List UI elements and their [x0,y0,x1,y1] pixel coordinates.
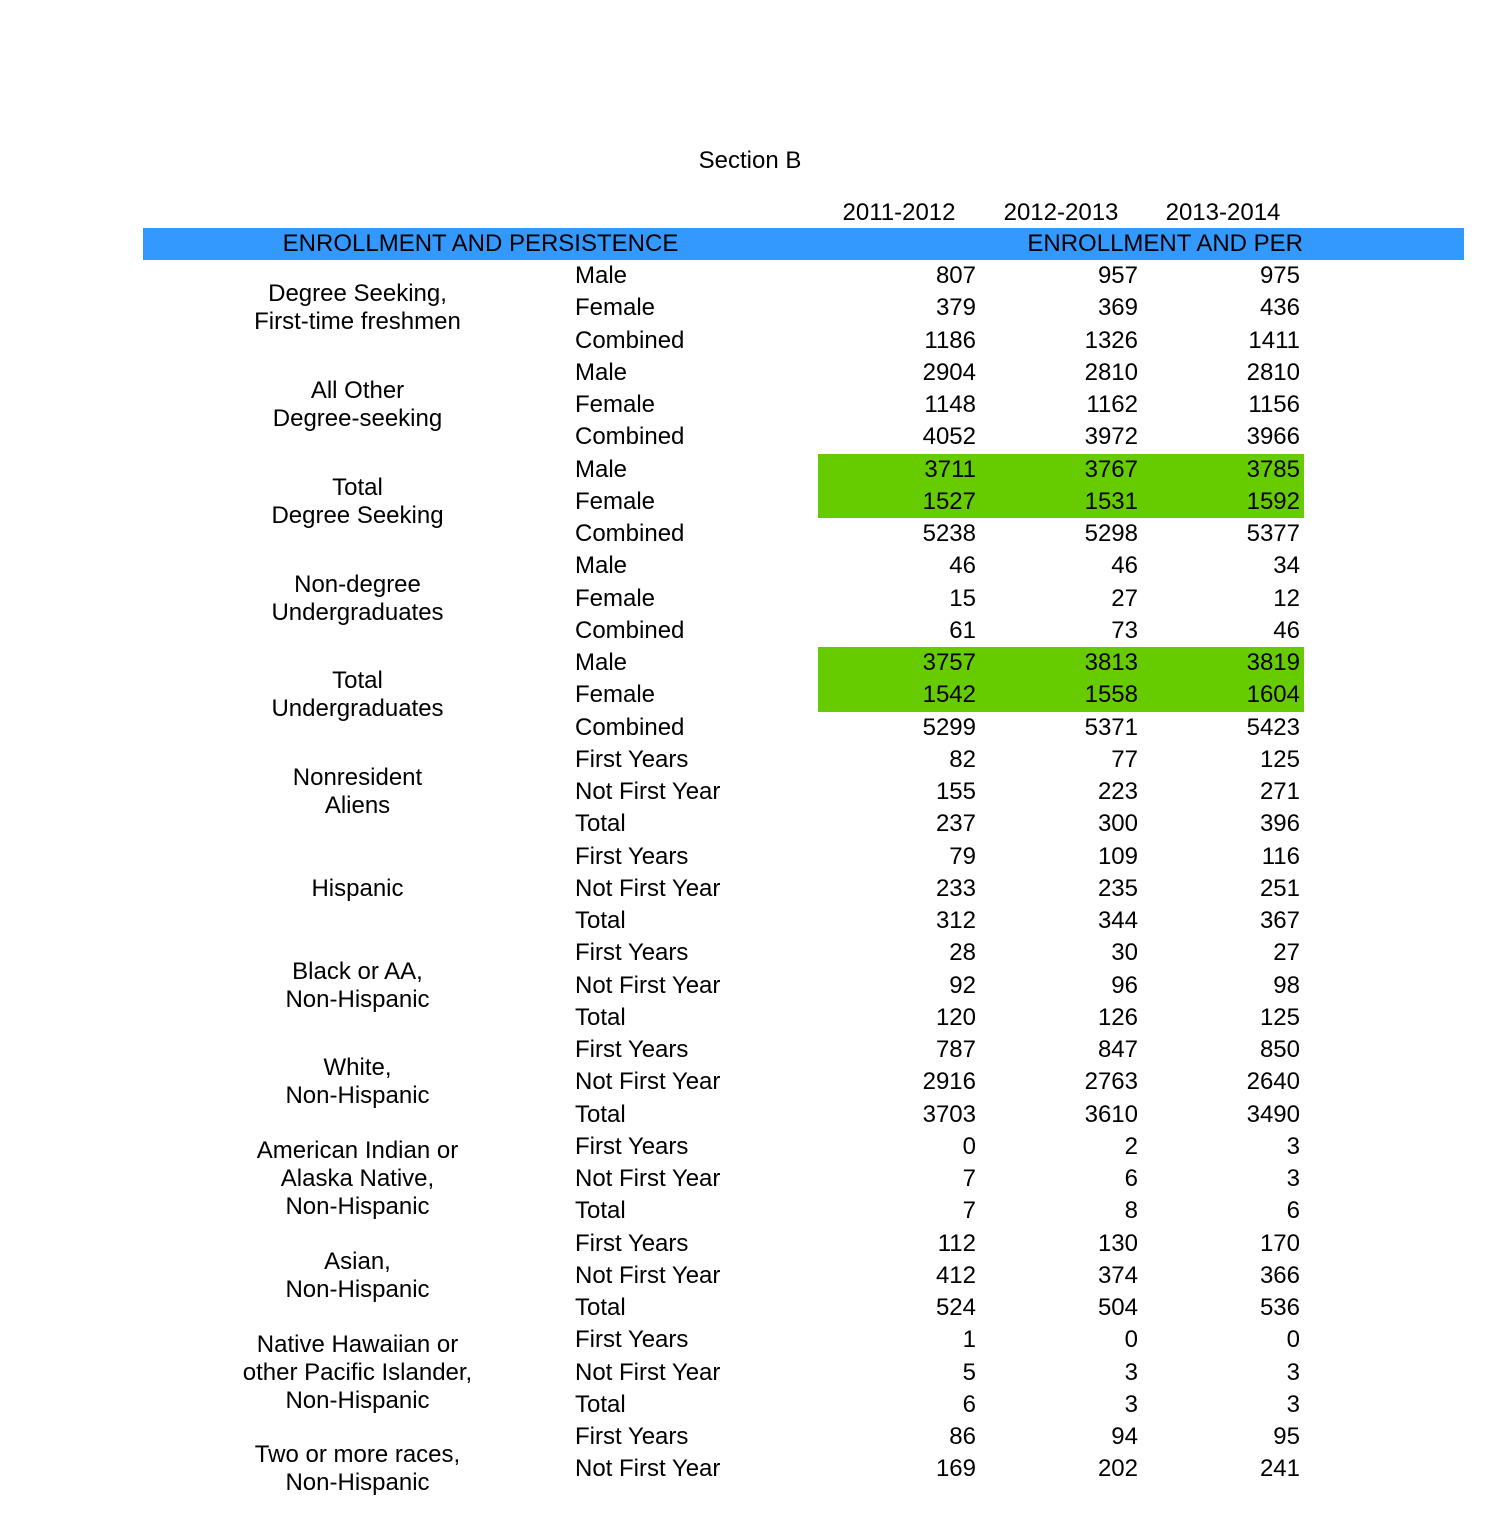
value-cell: 0 [1124,1326,1138,1354]
row-label: First Years [575,1423,689,1450]
value-cell: 369 [1097,294,1138,322]
table-row [0,1228,1500,1260]
row-label: First Years [575,1326,689,1354]
value-cell: 237 [935,810,976,838]
value-cell: 79 [949,842,976,870]
value-cell: 2904 [922,358,976,386]
value-cell: 2916 [922,1068,976,1096]
row-label: Female [575,294,656,322]
table-row-group [0,454,1500,551]
row-label: Female [575,681,656,709]
value-cell: 3 [1124,1358,1138,1386]
table-row [0,873,1500,905]
value-cell: 235 [1097,874,1138,902]
group-label-line: Non-Hispanic [285,1469,430,1497]
table-row [0,776,1500,808]
value-cell: 3 [1124,1390,1138,1418]
group-label-line: Non-Hispanic [285,1275,430,1303]
value-cell: 5371 [1084,713,1138,741]
row-label: Combined [575,713,685,741]
value-cell: 5299 [922,713,976,741]
table-row [0,583,1500,615]
value-cell: 2810 [1084,358,1138,386]
row-label: Not First Year [575,778,721,805]
value-cell: 155 [935,778,976,805]
group-label-line: Non-Hispanic [285,1193,430,1221]
table-row [0,1034,1500,1066]
group-label-line: other Pacific Islander, [242,1358,473,1386]
table-row [0,325,1500,357]
row-label: First Years [575,842,689,870]
value-cell: 169 [935,1455,976,1483]
group-label-line: Non-Hispanic [285,985,430,1013]
table-row [0,712,1500,744]
value-cell: 112 [937,1229,976,1257]
table-row [0,421,1500,453]
group-label-line: Total [332,473,383,501]
table-row-group [0,1421,1500,1518]
table-row-group [0,357,1500,454]
value-cell: 1531 [980,486,1142,518]
value-cell: 5423 [1246,713,1300,741]
value-cell: 2810 [1246,358,1300,386]
row-label: Total [575,1100,626,1128]
value-cell: 30 [1111,939,1138,967]
group-label-line: Non-degree [294,570,421,598]
value-cell: 251 [1259,874,1300,902]
table-row [0,1357,1500,1389]
row-label: Male [575,262,628,289]
value-cell: 2 [1124,1132,1138,1160]
group-label-line: Undergraduates [271,598,444,626]
table-row [0,1195,1500,1227]
value-cell: 1592 [1142,486,1304,518]
row-label: Male [575,455,628,483]
banner-left-label: ENROLLMENT AND PERSISTENCE [282,230,679,257]
group-label-line: First-time freshmen [254,308,461,336]
value-cell: 1148 [924,391,976,418]
value-cell: 223 [1097,778,1138,805]
table-row-group [0,1034,1500,1131]
year-header: 2012-2013 [1003,199,1119,226]
row-label: Not First Year [575,874,721,902]
value-cell: 1604 [1142,679,1304,711]
value-cell: 46 [1111,552,1138,580]
value-cell: 366 [1259,1261,1300,1289]
section-title: Section B [698,147,802,174]
table-row [0,1002,1500,1034]
table-row [0,260,1500,292]
value-cell: 6 [1286,1197,1300,1225]
row-label: Total [575,907,626,934]
table-row [0,1260,1500,1292]
row-label: First Years [575,1229,689,1257]
value-cell: 1542 [818,679,980,711]
value-cell: 5238 [922,520,976,547]
value-cell: 86 [949,1423,976,1450]
value-cell: 202 [1097,1455,1138,1483]
section-banner [143,228,1464,260]
value-cell: 807 [935,262,976,289]
table-row [0,841,1500,873]
value-cell: 241 [1259,1455,1300,1483]
row-label: Not First Year [575,1261,721,1289]
group-label-line: Undergraduates [271,695,444,723]
table-row [0,1066,1500,1098]
value-cell: 116 [1261,842,1300,870]
value-cell: 4052 [922,423,976,451]
year-header: 2013-2014 [1165,199,1281,226]
value-cell: 120 [935,1003,976,1031]
value-cell: 170 [1259,1229,1300,1257]
value-cell: 233 [935,874,976,902]
value-cell: 6 [1124,1165,1138,1192]
value-cell: 850 [1259,1036,1300,1063]
group-label-line: Two or more races, [254,1441,461,1469]
value-cell: 5 [962,1358,976,1386]
value-cell: 847 [1097,1036,1138,1063]
value-cell: 3819 [1142,647,1304,679]
value-cell: 312 [935,907,976,934]
group-label-line: Non-Hispanic [285,1386,430,1414]
value-cell: 1326 [1084,326,1138,354]
table-row [0,1324,1500,1356]
value-cell: 436 [1259,294,1300,322]
value-cell: 28 [949,939,976,967]
table-row [0,937,1500,969]
table-row [0,550,1500,582]
row-label: Total [575,810,626,838]
value-cell: 1 [962,1326,976,1354]
row-label: First Years [575,939,689,967]
value-cell: 3 [1286,1390,1300,1418]
value-cell: 6 [962,1390,976,1418]
row-label: First Years [575,1036,689,1063]
row-label: Female [575,584,656,612]
table-row [0,1292,1500,1324]
value-cell: 5377 [1246,520,1300,547]
row-label: Female [575,487,656,515]
value-cell: 73 [1111,616,1138,644]
value-cell: 12 [1273,584,1300,612]
group-label-line: Degree Seeking, [268,280,447,308]
row-label: Combined [575,326,685,354]
table-row-group [0,1324,1500,1421]
value-cell: 96 [1111,971,1138,999]
value-cell: 130 [1097,1229,1138,1257]
value-cell: 524 [935,1294,976,1321]
row-label: First Years [575,1132,689,1160]
value-cell: 3 [1286,1358,1300,1386]
value-cell: 3785 [1142,454,1304,486]
table-row [0,1453,1500,1485]
value-cell: 957 [1097,262,1138,289]
value-cell: 3490 [1246,1100,1300,1128]
table-row [0,1163,1500,1195]
row-label: Male [575,649,628,676]
value-cell: 95 [1273,1423,1300,1450]
group-label-line: Black or AA, [292,957,423,985]
value-cell: 77 [1111,745,1138,773]
value-cell: 3703 [922,1100,976,1128]
row-label: Not First Year [575,1358,721,1386]
value-cell: 27 [1273,939,1300,967]
table-row [0,486,1500,518]
value-cell: 92 [949,971,976,999]
group-label-line: American Indian or [256,1137,459,1165]
value-cell: 82 [949,745,976,773]
table-row [0,292,1500,324]
value-cell: 396 [1259,810,1300,838]
row-label: Not First Year [575,971,721,999]
value-cell: 3 [1286,1165,1300,1192]
value-cell: 61 [949,616,976,644]
value-cell: 7 [962,1165,976,1192]
row-label: First Years [575,745,689,773]
value-cell: 109 [1097,842,1138,870]
group-label-line: Degree Seeking [271,501,444,529]
value-cell: 5298 [1084,520,1138,547]
value-cell: 300 [1097,810,1138,838]
table-row [0,679,1500,711]
value-cell: 344 [1097,907,1138,934]
group-label-line: Non-Hispanic [285,1082,430,1110]
group-label-line: Aliens [324,792,391,820]
table-row [0,744,1500,776]
value-cell: 27 [1111,584,1138,612]
value-cell: 2763 [1084,1068,1138,1096]
row-label: Not First Year [575,1455,721,1483]
table-row-group [0,550,1500,647]
value-cell: 271 [1259,778,1300,805]
row-label: Not First Year [575,1068,721,1096]
table-row [0,970,1500,1002]
value-cell: 1186 [924,326,976,354]
row-label: Total [575,1294,626,1321]
group-label-line: Total [332,667,383,695]
value-cell: 3610 [1084,1100,1138,1128]
value-cell: 3767 [980,454,1142,486]
row-label: Male [575,552,628,580]
group-label-line: Native Hawaiian or [256,1330,459,1358]
value-cell: 975 [1259,262,1300,289]
value-cell: 504 [1097,1294,1138,1321]
banner-right-label: ENROLLMENT AND PER [1027,230,1303,257]
table-row [0,1099,1500,1131]
value-cell: 3966 [1246,423,1300,451]
group-label-line: Alaska Native, [280,1165,435,1193]
value-cell: 536 [1259,1294,1300,1321]
value-cell: 0 [962,1132,976,1160]
row-label: Not First Year [575,1165,721,1192]
table-row [0,808,1500,840]
value-cell: 46 [1273,616,1300,644]
value-cell: 15 [949,584,976,612]
table-row [0,905,1500,937]
row-label: Total [575,1390,626,1418]
value-cell: 46 [949,552,976,580]
group-label-line: All Other [310,377,405,405]
enrollment-table [0,260,1500,1518]
row-label: Total [575,1003,626,1031]
value-cell: 3813 [980,647,1142,679]
value-cell: 3757 [818,647,980,679]
value-cell: 94 [1111,1423,1138,1450]
value-cell: 1162 [1086,391,1138,418]
group-label-line: Degree-seeking [272,405,443,433]
value-cell: 3972 [1084,423,1138,451]
year-header: 2011-2012 [842,199,956,226]
group-label-line: Hispanic [311,874,404,902]
value-cell: 8 [1124,1197,1138,1225]
value-cell: 787 [935,1036,976,1063]
value-cell: 2640 [1246,1068,1300,1096]
value-cell: 126 [1097,1003,1138,1031]
table-row [0,1131,1500,1163]
value-cell: 412 [935,1261,976,1289]
value-cell: 1558 [980,679,1142,711]
group-label-line: White, [323,1054,392,1082]
value-cell: 3 [1286,1132,1300,1160]
row-label: Male [575,358,628,386]
table-row-group [0,841,1500,938]
row-label: Combined [575,520,685,547]
row-label: Combined [575,423,685,451]
table-row-group [0,260,1500,357]
year-headers [818,198,1304,228]
table-row [0,615,1500,647]
table-row [0,357,1500,389]
group-label-line: Asian, [324,1247,391,1275]
table-row [0,518,1500,550]
value-cell: 125 [1259,745,1300,773]
value-cell: 0 [1286,1326,1300,1354]
table-row [0,454,1500,486]
value-cell: 367 [1259,907,1300,934]
group-label-line: Nonresident [292,764,423,792]
table-row [0,389,1500,421]
value-cell: 3711 [818,454,980,486]
table-row-group [0,744,1500,841]
table-row-group [0,1228,1500,1325]
row-label: Total [575,1197,626,1225]
table-row [0,1386,1500,1421]
row-label: Combined [575,616,685,644]
value-cell: 374 [1097,1261,1138,1289]
table-row [0,1421,1500,1453]
value-cell: 98 [1273,971,1300,999]
value-cell: 34 [1273,552,1300,580]
table-row-group [0,647,1500,744]
table-row [0,647,1500,679]
value-cell: 1156 [1248,391,1300,418]
table-row-group [0,1131,1500,1228]
table-row-group [0,937,1500,1034]
value-cell: 7 [962,1197,976,1225]
value-cell: 125 [1259,1003,1300,1031]
row-label: Female [575,391,656,418]
value-cell: 1411 [1248,326,1300,354]
value-cell: 1527 [818,486,980,518]
value-cell: 379 [935,294,976,322]
